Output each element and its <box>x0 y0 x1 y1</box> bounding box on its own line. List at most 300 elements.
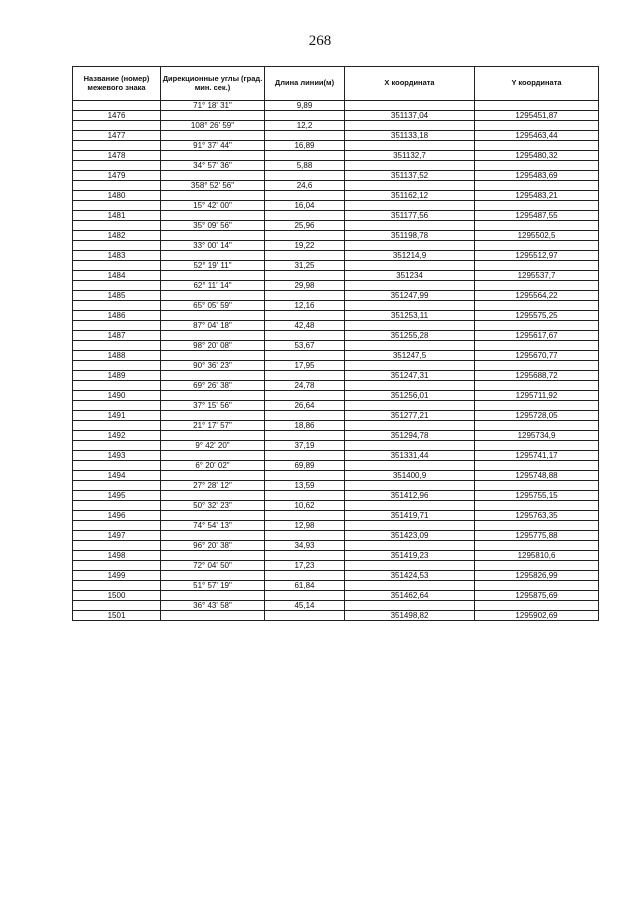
line-length-cell <box>265 131 345 141</box>
direction-angle-cell: 33° 00' 14" <box>161 241 265 251</box>
marker-name-cell <box>73 521 161 531</box>
direction-angle-cell: 96° 20' 38" <box>161 541 265 551</box>
y-coordinate-cell <box>475 581 599 591</box>
table-row <box>73 371 599 381</box>
line-length-cell: 12,98 <box>265 521 345 531</box>
marker-name-cell <box>73 221 161 231</box>
direction-angle-cell: 37° 15' 56" <box>161 401 265 411</box>
marker-name-cell <box>73 181 161 191</box>
table-row <box>73 101 599 111</box>
y-coordinate-cell <box>475 141 599 151</box>
y-coordinate-cell <box>475 481 599 491</box>
marker-name-cell <box>73 261 161 271</box>
direction-angle-cell <box>161 491 265 501</box>
marker-name-cell: 1491 <box>73 411 161 421</box>
direction-angle-cell <box>161 391 265 401</box>
x-coordinate-cell <box>345 301 475 311</box>
direction-angle-cell: 21° 17' 57" <box>161 421 265 431</box>
table-row <box>73 591 599 601</box>
marker-name-cell <box>73 361 161 371</box>
x-coordinate-cell <box>345 461 475 471</box>
direction-angle-cell: 72° 04' 50" <box>161 561 265 571</box>
marker-name-cell: 1486 <box>73 311 161 321</box>
y-coordinate-cell: 1295502,5 <box>475 231 599 241</box>
y-coordinate-cell <box>475 321 599 331</box>
table-row <box>73 431 599 441</box>
direction-angle-cell <box>161 611 265 621</box>
line-length-cell <box>265 191 345 201</box>
y-coordinate-cell <box>475 241 599 251</box>
y-coordinate-cell <box>475 381 599 391</box>
x-coordinate-cell <box>345 501 475 511</box>
direction-angle-cell <box>161 231 265 241</box>
y-coordinate-cell: 1295763,35 <box>475 511 599 521</box>
table-row <box>73 391 599 401</box>
x-coordinate-cell: 351247,5 <box>345 351 475 361</box>
marker-name-cell <box>73 481 161 491</box>
direction-angle-cell: 87° 04' 18" <box>161 321 265 331</box>
x-coordinate-cell <box>345 161 475 171</box>
marker-name-cell: 1477 <box>73 131 161 141</box>
table-row <box>73 221 599 231</box>
y-coordinate-cell <box>475 101 599 111</box>
y-coordinate-cell: 1295902,69 <box>475 611 599 621</box>
line-length-cell: 61,84 <box>265 581 345 591</box>
direction-angle-cell <box>161 411 265 421</box>
table-row <box>73 501 599 511</box>
marker-name-cell <box>73 601 161 611</box>
marker-name-cell: 1492 <box>73 431 161 441</box>
line-length-cell: 34,93 <box>265 541 345 551</box>
line-length-cell <box>265 491 345 501</box>
table-row <box>73 251 599 261</box>
marker-name-cell: 1497 <box>73 531 161 541</box>
direction-angle-cell <box>161 591 265 601</box>
direction-angle-cell: 65° 05' 59" <box>161 301 265 311</box>
marker-name-cell <box>73 441 161 451</box>
table-row <box>73 201 599 211</box>
line-length-cell <box>265 111 345 121</box>
x-coordinate-cell: 351198,78 <box>345 231 475 241</box>
x-coordinate-cell: 351419,23 <box>345 551 475 561</box>
table-row <box>73 301 599 311</box>
table-row <box>73 541 599 551</box>
y-coordinate-cell: 1295575,25 <box>475 311 599 321</box>
marker-name-cell <box>73 301 161 311</box>
line-length-cell: 69,89 <box>265 461 345 471</box>
table-header-row <box>73 67 599 101</box>
x-coordinate-cell <box>345 221 475 231</box>
line-length-cell <box>265 211 345 221</box>
direction-angle-cell <box>161 471 265 481</box>
table-row <box>73 191 599 201</box>
table-row <box>73 161 599 171</box>
x-coordinate-cell: 351133,18 <box>345 131 475 141</box>
x-coordinate-cell: 351256,01 <box>345 391 475 401</box>
table-row <box>73 461 599 471</box>
x-coordinate-cell: 351277,21 <box>345 411 475 421</box>
x-coordinate-cell: 351255,28 <box>345 331 475 341</box>
marker-name-cell <box>73 321 161 331</box>
x-coordinate-cell <box>345 181 475 191</box>
line-length-cell: 25,96 <box>265 221 345 231</box>
marker-name-cell: 1484 <box>73 271 161 281</box>
y-coordinate-cell: 1295670,77 <box>475 351 599 361</box>
x-coordinate-cell <box>345 261 475 271</box>
marker-name-cell <box>73 541 161 551</box>
x-coordinate-cell <box>345 321 475 331</box>
table-body <box>73 101 599 621</box>
line-length-cell <box>265 551 345 561</box>
y-coordinate-cell <box>475 281 599 291</box>
y-coordinate-cell <box>475 561 599 571</box>
y-coordinate-cell: 1295711,92 <box>475 391 599 401</box>
direction-angle-cell: 108° 26' 59" <box>161 121 265 131</box>
y-coordinate-cell <box>475 601 599 611</box>
y-coordinate-cell <box>475 441 599 451</box>
x-coordinate-cell: 351247,99 <box>345 291 475 301</box>
table-row <box>73 611 599 621</box>
marker-name-cell: 1479 <box>73 171 161 181</box>
line-length-cell <box>265 251 345 261</box>
direction-angle-cell: 35° 09' 56" <box>161 221 265 231</box>
marker-name-cell: 1485 <box>73 291 161 301</box>
marker-name-cell <box>73 241 161 251</box>
y-coordinate-cell: 1295875,69 <box>475 591 599 601</box>
marker-name-cell: 1489 <box>73 371 161 381</box>
x-coordinate-cell: 351137,04 <box>345 111 475 121</box>
x-coordinate-cell: 351234 <box>345 271 475 281</box>
table-row <box>73 441 599 451</box>
y-coordinate-cell <box>475 421 599 431</box>
y-coordinate-cell: 1295810,6 <box>475 551 599 561</box>
x-coordinate-cell: 351177,56 <box>345 211 475 221</box>
direction-angle-cell <box>161 571 265 581</box>
x-coordinate-cell <box>345 481 475 491</box>
direction-angle-cell: 50° 32' 23" <box>161 501 265 511</box>
table-row <box>73 131 599 141</box>
line-length-cell: 24,6 <box>265 181 345 191</box>
y-coordinate-cell <box>475 121 599 131</box>
x-coordinate-cell <box>345 101 475 111</box>
direction-angle-cell <box>161 311 265 321</box>
y-coordinate-cell: 1295748,88 <box>475 471 599 481</box>
marker-name-cell: 1500 <box>73 591 161 601</box>
line-length-cell: 18,86 <box>265 421 345 431</box>
direction-angle-cell <box>161 331 265 341</box>
table-row <box>73 531 599 541</box>
marker-name-cell: 1501 <box>73 611 161 621</box>
y-coordinate-cell: 1295451,87 <box>475 111 599 121</box>
direction-angle-cell <box>161 211 265 221</box>
x-coordinate-cell: 351331,44 <box>345 451 475 461</box>
direction-angle-cell: 52° 19' 11" <box>161 261 265 271</box>
line-length-cell: 16,04 <box>265 201 345 211</box>
direction-angle-cell <box>161 451 265 461</box>
x-coordinate-cell <box>345 121 475 131</box>
x-coordinate-cell <box>345 281 475 291</box>
line-length-cell <box>265 371 345 381</box>
x-coordinate-cell: 351424,53 <box>345 571 475 581</box>
marker-name-cell <box>73 401 161 411</box>
marker-name-cell: 1490 <box>73 391 161 401</box>
table-row <box>73 421 599 431</box>
y-coordinate-cell: 1295617,67 <box>475 331 599 341</box>
x-coordinate-cell: 351137,52 <box>345 171 475 181</box>
y-coordinate-cell: 1295688,72 <box>475 371 599 381</box>
marker-name-cell <box>73 201 161 211</box>
x-coordinate-cell <box>345 201 475 211</box>
line-length-cell <box>265 171 345 181</box>
table-row <box>73 471 599 481</box>
table-row <box>73 291 599 301</box>
y-coordinate-cell: 1295512,97 <box>475 251 599 261</box>
x-coordinate-cell <box>345 601 475 611</box>
line-length-cell <box>265 351 345 361</box>
direction-angle-cell: 34° 57' 36" <box>161 161 265 171</box>
x-coordinate-cell: 351132,7 <box>345 151 475 161</box>
marker-name-cell <box>73 161 161 171</box>
marker-name-cell: 1488 <box>73 351 161 361</box>
direction-angle-cell <box>161 351 265 361</box>
y-coordinate-cell <box>475 461 599 471</box>
x-coordinate-cell <box>345 561 475 571</box>
marker-name-cell: 1494 <box>73 471 161 481</box>
marker-name-cell: 1493 <box>73 451 161 461</box>
line-length-cell: 16,89 <box>265 141 345 151</box>
direction-angle-cell: 69° 26' 38" <box>161 381 265 391</box>
y-coordinate-cell <box>475 341 599 351</box>
direction-angle-cell <box>161 251 265 261</box>
direction-angle-cell <box>161 431 265 441</box>
x-coordinate-cell <box>345 441 475 451</box>
x-coordinate-cell: 351253,11 <box>345 311 475 321</box>
header-x-coordinate: X координата <box>345 67 475 101</box>
y-coordinate-cell <box>475 201 599 211</box>
line-length-cell <box>265 151 345 161</box>
marker-name-cell <box>73 281 161 291</box>
x-coordinate-cell <box>345 581 475 591</box>
marker-name-cell: 1476 <box>73 111 161 121</box>
line-length-cell: 17,95 <box>265 361 345 371</box>
direction-angle-cell: 62° 11' 14" <box>161 281 265 291</box>
table-row <box>73 181 599 191</box>
marker-name-cell: 1495 <box>73 491 161 501</box>
line-length-cell <box>265 571 345 581</box>
marker-name-cell <box>73 341 161 351</box>
direction-angle-cell: 51° 57' 19" <box>161 581 265 591</box>
x-coordinate-cell <box>345 381 475 391</box>
line-length-cell: 12,2 <box>265 121 345 131</box>
line-length-cell <box>265 511 345 521</box>
y-coordinate-cell: 1295826,99 <box>475 571 599 581</box>
x-coordinate-cell <box>345 361 475 371</box>
direction-angle-cell <box>161 171 265 181</box>
line-length-cell <box>265 391 345 401</box>
x-coordinate-cell: 351214,9 <box>345 251 475 261</box>
y-coordinate-cell <box>475 401 599 411</box>
y-coordinate-cell <box>475 301 599 311</box>
y-coordinate-cell: 1295734,9 <box>475 431 599 441</box>
x-coordinate-cell <box>345 521 475 531</box>
x-coordinate-cell: 351294,78 <box>345 431 475 441</box>
table-row <box>73 211 599 221</box>
table-row <box>73 491 599 501</box>
marker-name-cell: 1496 <box>73 511 161 521</box>
line-length-cell: 26,64 <box>265 401 345 411</box>
line-length-cell <box>265 331 345 341</box>
line-length-cell <box>265 231 345 241</box>
x-coordinate-cell <box>345 421 475 431</box>
y-coordinate-cell <box>475 521 599 531</box>
table-row <box>73 241 599 251</box>
y-coordinate-cell <box>475 181 599 191</box>
marker-name-cell: 1499 <box>73 571 161 581</box>
y-coordinate-cell: 1295480,32 <box>475 151 599 161</box>
x-coordinate-cell <box>345 401 475 411</box>
line-length-cell: 9,89 <box>265 101 345 111</box>
direction-angle-cell: 15° 42' 00" <box>161 201 265 211</box>
marker-name-cell <box>73 501 161 511</box>
line-length-cell <box>265 531 345 541</box>
y-coordinate-cell: 1295775,88 <box>475 531 599 541</box>
coordinates-table <box>72 66 599 621</box>
direction-angle-cell: 90° 36' 23" <box>161 361 265 371</box>
x-coordinate-cell: 351498,82 <box>345 611 475 621</box>
direction-angle-cell: 9° 42' 20" <box>161 441 265 451</box>
x-coordinate-cell: 351162,12 <box>345 191 475 201</box>
header-direction-angle: Дирекционные углы (град. мин. сек.) <box>161 67 265 101</box>
table-row <box>73 111 599 121</box>
table-row <box>73 451 599 461</box>
y-coordinate-cell <box>475 501 599 511</box>
y-coordinate-cell: 1295755,15 <box>475 491 599 501</box>
x-coordinate-cell: 351400,9 <box>345 471 475 481</box>
line-length-cell: 13,59 <box>265 481 345 491</box>
table-row <box>73 561 599 571</box>
line-length-cell: 31,25 <box>265 261 345 271</box>
direction-angle-cell <box>161 511 265 521</box>
x-coordinate-cell: 351247,31 <box>345 371 475 381</box>
line-length-cell <box>265 311 345 321</box>
marker-name-cell: 1478 <box>73 151 161 161</box>
direction-angle-cell <box>161 291 265 301</box>
table-row <box>73 551 599 561</box>
marker-name-cell <box>73 381 161 391</box>
direction-angle-cell <box>161 271 265 281</box>
line-length-cell: 45,14 <box>265 601 345 611</box>
table-row <box>73 361 599 371</box>
line-length-cell: 42,48 <box>265 321 345 331</box>
marker-name-cell: 1487 <box>73 331 161 341</box>
table-row <box>73 571 599 581</box>
direction-angle-cell: 71° 18' 31" <box>161 101 265 111</box>
direction-angle-cell: 36° 43' 58" <box>161 601 265 611</box>
marker-name-cell: 1483 <box>73 251 161 261</box>
line-length-cell: 24,78 <box>265 381 345 391</box>
table-row <box>73 511 599 521</box>
marker-name-cell <box>73 121 161 131</box>
table-row <box>73 481 599 491</box>
direction-angle-cell <box>161 191 265 201</box>
x-coordinate-cell <box>345 341 475 351</box>
table-row <box>73 141 599 151</box>
line-length-cell: 29,98 <box>265 281 345 291</box>
y-coordinate-cell: 1295537,7 <box>475 271 599 281</box>
table-row <box>73 231 599 241</box>
y-coordinate-cell: 1295741,17 <box>475 451 599 461</box>
y-coordinate-cell: 1295463,44 <box>475 131 599 141</box>
marker-name-cell: 1481 <box>73 211 161 221</box>
table-row <box>73 321 599 331</box>
direction-angle-cell <box>161 371 265 381</box>
line-length-cell <box>265 411 345 421</box>
x-coordinate-cell: 351419,71 <box>345 511 475 521</box>
line-length-cell: 17,23 <box>265 561 345 571</box>
direction-angle-cell <box>161 151 265 161</box>
direction-angle-cell: 6° 20' 02" <box>161 461 265 471</box>
table-row <box>73 171 599 181</box>
table-row <box>73 411 599 421</box>
y-coordinate-cell <box>475 261 599 271</box>
direction-angle-cell: 27° 28' 12" <box>161 481 265 491</box>
table-row <box>73 581 599 591</box>
direction-angle-cell: 74° 54' 13" <box>161 521 265 531</box>
y-coordinate-cell: 1295487,55 <box>475 211 599 221</box>
direction-angle-cell: 98° 20' 08" <box>161 341 265 351</box>
y-coordinate-cell <box>475 361 599 371</box>
x-coordinate-cell: 351423,09 <box>345 531 475 541</box>
line-length-cell <box>265 451 345 461</box>
header-line-length: Длина линии(м) <box>265 67 345 101</box>
marker-name-cell <box>73 561 161 571</box>
table-row <box>73 601 599 611</box>
header-y-coordinate: Y координата <box>475 67 599 101</box>
line-length-cell <box>265 471 345 481</box>
line-length-cell: 37,19 <box>265 441 345 451</box>
x-coordinate-cell: 351462,64 <box>345 591 475 601</box>
table-row <box>73 261 599 271</box>
marker-name-cell <box>73 461 161 471</box>
marker-name-cell <box>73 101 161 111</box>
table-row <box>73 521 599 531</box>
table-row <box>73 281 599 291</box>
direction-angle-cell <box>161 131 265 141</box>
y-coordinate-cell <box>475 161 599 171</box>
line-length-cell <box>265 271 345 281</box>
page-number: 268 <box>308 33 332 49</box>
direction-angle-cell: 91° 37' 44" <box>161 141 265 151</box>
y-coordinate-cell: 1295483,69 <box>475 171 599 181</box>
marker-name-cell <box>73 581 161 591</box>
table-row <box>73 151 599 161</box>
line-length-cell: 53,67 <box>265 341 345 351</box>
table-row <box>73 121 599 131</box>
direction-angle-cell <box>161 531 265 541</box>
direction-angle-cell: 358° 52' 56" <box>161 181 265 191</box>
table-row <box>73 331 599 341</box>
x-coordinate-cell <box>345 541 475 551</box>
y-coordinate-cell <box>475 221 599 231</box>
y-coordinate-cell: 1295483,21 <box>475 191 599 201</box>
marker-name-cell: 1480 <box>73 191 161 201</box>
line-length-cell <box>265 591 345 601</box>
y-coordinate-cell <box>475 541 599 551</box>
table-row <box>73 381 599 391</box>
x-coordinate-cell <box>345 241 475 251</box>
table-row <box>73 311 599 321</box>
direction-angle-cell <box>161 111 265 121</box>
